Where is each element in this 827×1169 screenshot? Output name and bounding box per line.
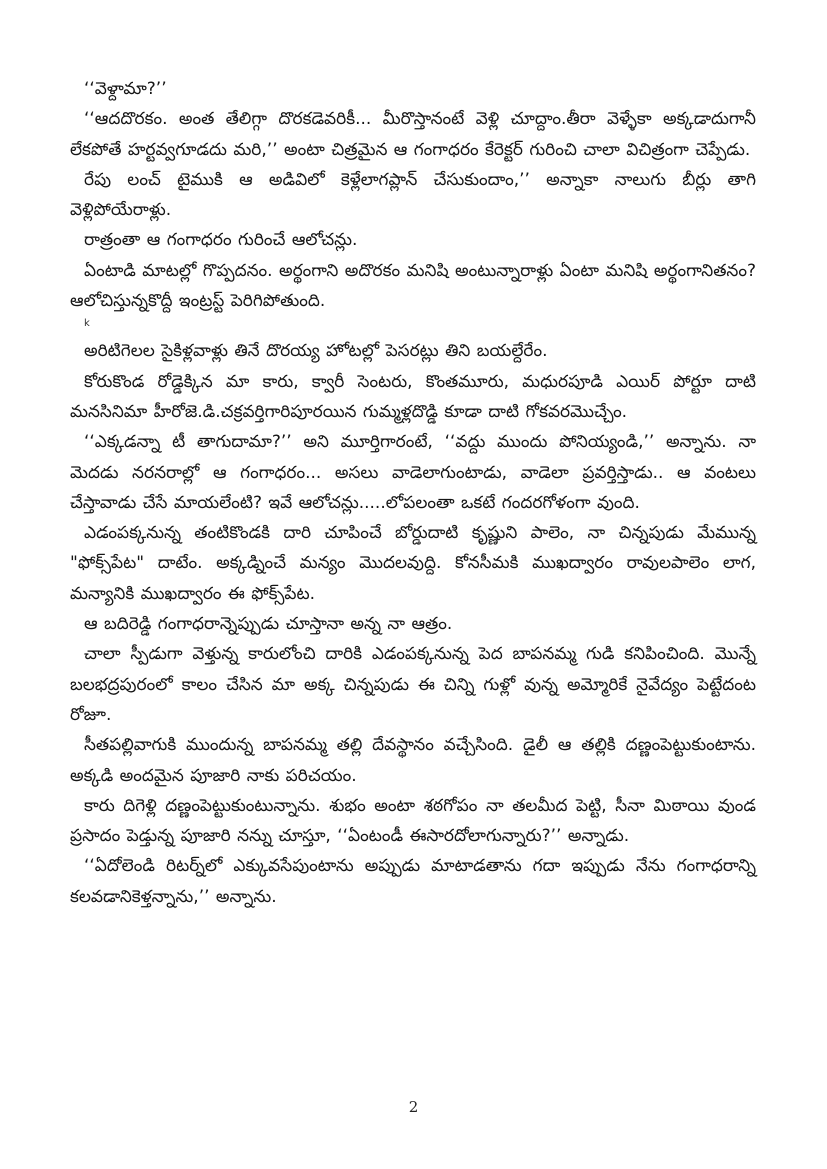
body-text	[70, 74, 756, 912]
paragraph: ‘‘ఆదదొరకం. అంత తేలిగ్గా దొరకడెవరికీ... మీరొస్తానంటే వెళ్లి చూద్దాం.తీరా వెళ్ళేకా అక్కడాదుగానీ లేకపోతే హర్టవ్వగూడదు మరి,’’ అంటా చిత్రమైన ఆ గంగాధరం కేరెక్టర్ గురించి చాలా విచిత్రంగా చెప్పేడు.	[70, 109, 756, 160]
section-marker: k	[84, 318, 90, 330]
paragraph: ఎడంపక్కనున్న తంటికొండకి దారి చూపించే బోర్డుదాటి కృష్ణుని పాలెం, నా చిన్నపుడు మేమున్న "ఫోక్స్‌పేట" దాటేం. అక్కడ్నించే మన్యం మొదలవుద్ది. కోనసీమకి ముఖద్వారం రావులపాలెం లాగ, మన్యానికి ముఖద్వారం ఈ ఫోక్స్‌పేట.	[70, 523, 756, 604]
paragraph: ఆ బదిరెడ్డి గంగాధరాన్నెప్పుడు చూస్తానా అన్న నా ఆత్రం.	[84, 614, 453, 635]
paragraph: చాలా స్పీడుగా వెళ్తున్న కారులోంచి దారికి ఎడంపక్కనున్న పెద బాపనమ్మ గుడి కనిపించింది. మొన్నే బలభద్రపురంలో కాలం చేసిన మా అక్క చిన్నపుడు ఈ చిన్ని గుళ్లో వున్న అమ్మోరికే నైవేద్యం పెట్టేదంట రోజూ.	[70, 644, 756, 725]
paragraph: సీతపల్లివాగుకి ముందున్న బాపనమ్మ తల్లి దేవస్థానం వచ్చేసింది. డైలీ ఆ తల్లికి దణ్ణంపెట్టుకుంటాను. అక్కడి అందమైన పూజారి నాకు పరిచయం.	[70, 735, 756, 786]
paragraph: ఏంటాడి మాటల్లో గొప్పదనం. అర్థంగాని అదొరకం మనిషి అంటున్నారాళ్లు ఏంటా మనిషి అర్థంగానితనం? ఆలోచిస్తున్నకొద్దీ ఇంట్రస్ట్ పెరిగిపోతుంది.	[70, 260, 756, 312]
paragraph: ‘‘వెళ్దామా?’’	[84, 79, 167, 99]
paragraph: రాత్రంతా ఆ గంగాధరం గురించే ఆలోచన్లు.	[84, 230, 358, 251]
paragraph: అరిటిగెలల సైకిళ్లవాళ్లు తినే దొరయ్య హోటల్లో పెసరట్లు తిని బయల్దేరేం.	[84, 341, 548, 362]
paragraph: ‘‘ఎక్కడన్నా టీ తాగుదామా?’’ అని మూర్తిగారంటే, ‘‘వద్దు ముందు పోనియ్యండి,’’ అన్నాను. నా మెదడు నరనరాల్లో ఆ గంగాధరం... అసలు వాడెలాగుంటాడు, వాడెలా ప్రవర్తిస్తాడు.. ఆ వంటలు చేస్తావాడు చేసే మాయలేంటి? ఇవే ఆలోచన్లు.....లోపలంతా ఒకటే గందరగోళంగా వుంది.	[70, 432, 756, 513]
page-number: 2	[408, 1098, 419, 1116]
paragraph: కోరుకొండ రోడ్డెక్కిన మా కారు, క్వారీ సెంటరు, కొంతమూరు, మధురపూడి ఎయిర్ పోర్టూ దాటి మనసినిమా హీరోజె.డి.చక్రవర్తిగారిపూరయిన గుమ్మళ్లదొడ్డి కూడా దాటి గోకవరమొచ్చేం.	[70, 371, 756, 422]
paragraph: రేపు లంచ్ టైముకి ఆ అడివిలో కెళ్లేలాగప్లాన్ చేసుకుందాం,’’ అన్నాకా నాలుగు బీర్లు తాగి వెళ్లిపోయేరాళ్లు.	[70, 169, 756, 221]
paragraph: కారు దిగెళ్లి దణ్ణంపెట్టుకుంటున్నాను. శుభం అంటా శఠగోపం నా తలమీద పెట్టి, సీనా మిఠాయి వుండ ప్రసాదం పెడ్తున్న పూజారి నన్ను చూస్తూ, ‘‘ఏంటండీ ఈసారదోలాగున్నారు?’’ అన్నాడు.	[70, 795, 756, 847]
paragraph: ‘‘ఏదోలెండి రిటర్న్‌లో ఎక్కువసేపుంటాను అప్పుడు మాటాడతాను గదా ఇప్పుడు నేను గంగాధరాన్ని కలవడానికెళ్తన్నాను,’’ అన్నాను.	[70, 856, 756, 907]
